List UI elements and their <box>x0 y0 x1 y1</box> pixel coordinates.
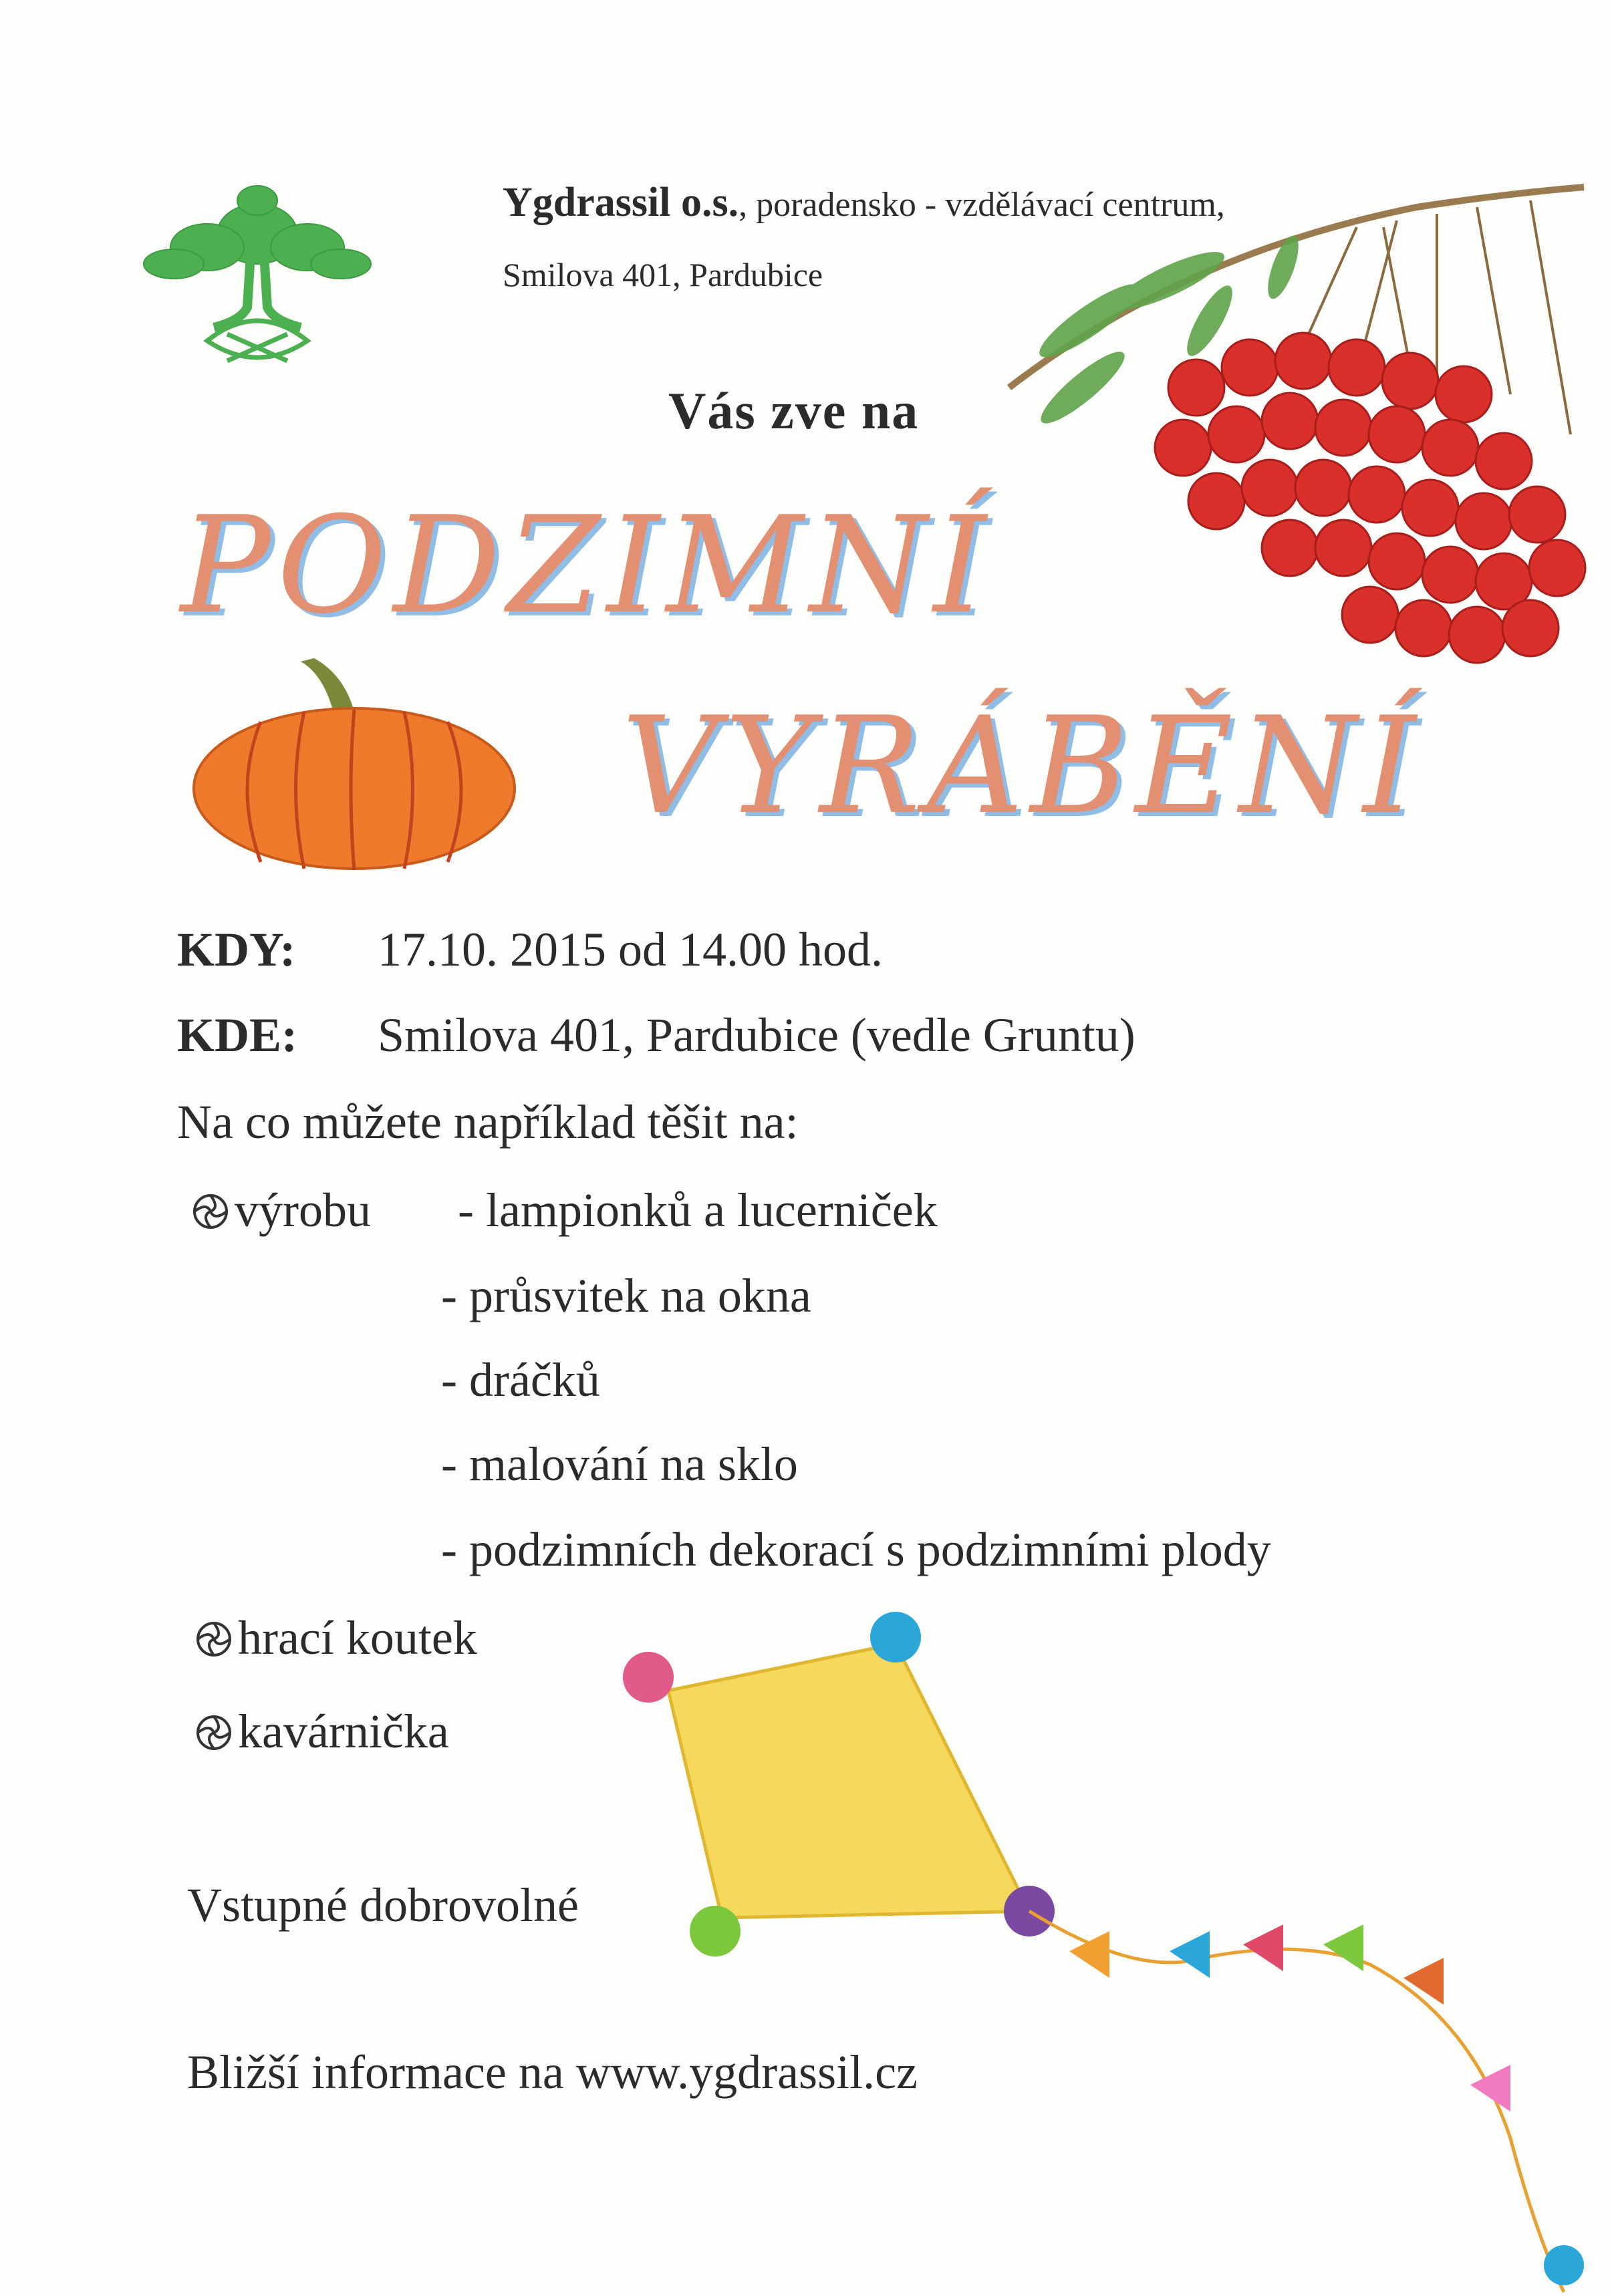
tree-logo-icon <box>134 180 381 374</box>
swirl-bullet-icon <box>194 1713 234 1753</box>
title-line-1: PODZIMNÍ <box>180 488 993 643</box>
title-line-2: VYRÁBĚNÍ <box>622 688 1423 844</box>
where-row <box>177 1008 297 1063</box>
production-label: výrobu <box>235 1183 371 1237</box>
when-label: KDY: <box>177 923 296 976</box>
production-item: - lampionků a lucerniček <box>458 1183 938 1237</box>
extra-item <box>194 1704 449 1759</box>
production-item: - dráčků <box>441 1353 600 1407</box>
extra-item-label: hrací koutek <box>238 1611 477 1665</box>
swirl-bullet-icon <box>194 1619 234 1659</box>
pumpkin-illustration <box>180 635 528 875</box>
invite-text: Vás zve na <box>668 382 920 440</box>
intro-text: Na co můžete například těšit na: <box>177 1095 799 1149</box>
where-label: KDE: <box>177 1008 297 1062</box>
organization-name: Ygdrassil o.s. <box>503 180 739 225</box>
entry-text: Vstupné dobrovolné <box>187 1878 579 1932</box>
more-info-text: Bližší informace na www.ygdrassil.cz <box>187 2045 918 2099</box>
organization-description: , poradensko - vzdělávací centrum, <box>739 186 1225 224</box>
where-value: Smilova 401, Pardubice (vedle Gruntu) <box>378 1008 1135 1062</box>
when-value: 17.10. 2015 od 14.00 hod. <box>378 923 883 976</box>
when-row <box>177 922 295 978</box>
kite-illustration <box>601 1604 1610 2296</box>
extra-item <box>194 1610 477 1666</box>
rowan-berries-illustration <box>982 167 1610 688</box>
organization-address: Smilova 401, Pardubice <box>503 256 823 293</box>
production-label-row <box>190 1183 371 1238</box>
extra-item-label: kavárnička <box>238 1705 449 1758</box>
production-item: - průsvitek na okna <box>441 1269 811 1322</box>
production-item: - podzimních dekorací s podzimními plody <box>441 1523 1271 1576</box>
production-item: - malování na sklo <box>441 1437 798 1491</box>
swirl-bullet-icon <box>190 1191 231 1232</box>
